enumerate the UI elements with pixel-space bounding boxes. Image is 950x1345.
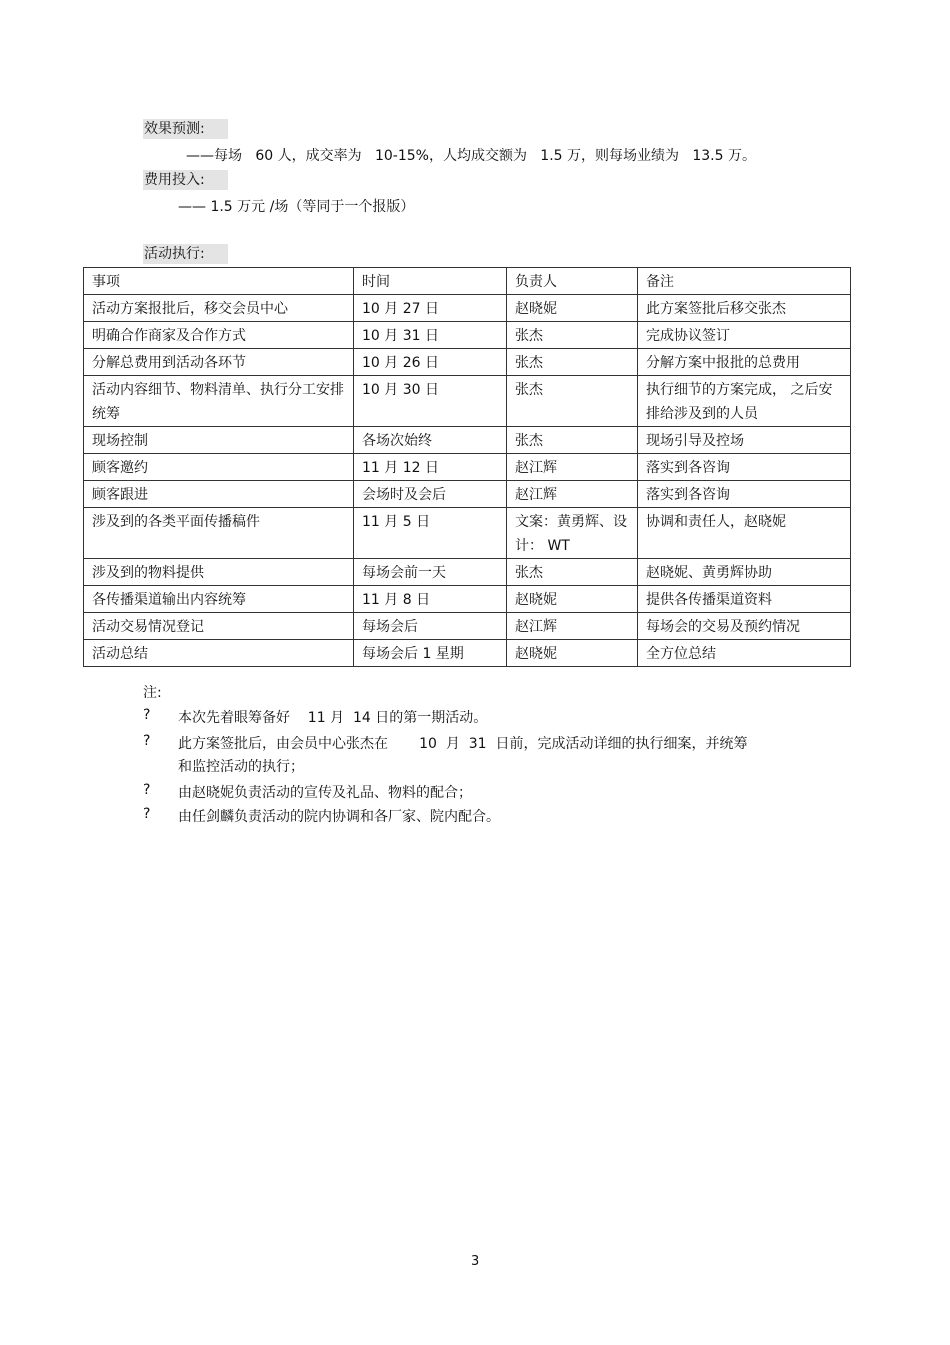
header-cell: 负责人 [507, 268, 638, 295]
table-cell: 10 月 30 日 [354, 376, 507, 427]
table-cell: 完成协议签订 [638, 322, 851, 349]
note-item: 此方案签批后，由会员中心张杰在 10 月 31 日前，完成活动详细的执行细案，并统筹 [178, 736, 748, 752]
table-cell: 活动方案报批后，移交会员中心 [84, 295, 354, 322]
table-cell: 10 月 26 日 [354, 349, 507, 376]
table-cell: 执行细节的方案完成， 之后安排给涉及到的人员 [638, 376, 851, 427]
cost-label: 费用投入: [143, 170, 228, 190]
table-cell: 分解方案中报批的总费用 [638, 349, 851, 376]
effect-text: ——每场 60 人，成交率为 10-15%，人均成交额为 1.5 万，则每场业绩为 13.5 万。 [186, 148, 756, 164]
table-cell: 赵晓妮 [507, 586, 638, 613]
table-row [84, 376, 851, 427]
table-cell: 活动总结 [84, 640, 354, 667]
table-cell: 每场会后 [354, 613, 507, 640]
table-cell: 11 月 12 日 [354, 454, 507, 481]
table-cell: 张杰 [507, 559, 638, 586]
table-cell: 顾客跟进 [84, 481, 354, 508]
note-item: 本次先着眼筹备好 11 月 14 日的第一期活动。 [178, 710, 488, 726]
table-cell: 张杰 [507, 349, 638, 376]
bullet-icon: ? [143, 806, 151, 822]
page-number: 3 [471, 1254, 480, 1269]
table-cell: 协调和责任人，赵晓妮 [638, 508, 851, 559]
table-cell: 会场时及会后 [354, 481, 507, 508]
note-item: 由赵晓妮负责活动的宣传及礼品、物料的配合； [178, 785, 472, 801]
note-item-continuation: 和监控活动的执行； [178, 759, 304, 775]
exec-label: 活动执行: [143, 244, 228, 264]
table-cell: 赵江辉 [507, 454, 638, 481]
table-cell: 赵晓妮、黄勇辉协助 [638, 559, 851, 586]
table-cell: 张杰 [507, 427, 638, 454]
table-cell: 提供各传播渠道资料 [638, 586, 851, 613]
table-row [84, 295, 851, 322]
table-cell: 各传播渠道输出内容统筹 [84, 586, 354, 613]
table-cell: 活动交易情况登记 [84, 613, 354, 640]
table-cell: 张杰 [507, 376, 638, 427]
table-cell: 10 月 27 日 [354, 295, 507, 322]
header-cell: 事项 [84, 268, 354, 295]
table-cell: 每场会的交易及预约情况 [638, 613, 851, 640]
table-cell: 每场会前一天 [354, 559, 507, 586]
table-row [84, 427, 851, 454]
table-cell: 赵晓妮 [507, 640, 638, 667]
table-header-row [84, 268, 851, 295]
bullet-icon: ? [143, 707, 151, 723]
note-item: 由任剑麟负责活动的院内协调和各厂家、院内配合。 [178, 809, 500, 825]
table-cell: 涉及到的各类平面传播稿件 [84, 508, 354, 559]
table-row [84, 322, 851, 349]
table-cell: 11 月 8 日 [354, 586, 507, 613]
table-row [84, 349, 851, 376]
notes-title: 注: [143, 685, 162, 701]
table-cell: 10 月 31 日 [354, 322, 507, 349]
table-cell: 现场控制 [84, 427, 354, 454]
table-cell: 每场会后 1 星期 [354, 640, 507, 667]
table-row [84, 481, 851, 508]
header-cell: 时间 [354, 268, 507, 295]
table-cell: 活动内容细节、物料清单、执行分工安排统筹 [84, 376, 354, 427]
effect-label: 效果预测: [143, 119, 228, 139]
table-cell: 现场引导及控场 [638, 427, 851, 454]
header-cell: 备注 [638, 268, 851, 295]
table-cell: 11 月 5 日 [354, 508, 507, 559]
table-cell: 赵江辉 [507, 613, 638, 640]
table-cell: 分解总费用到活动各环节 [84, 349, 354, 376]
table-cell: 涉及到的物料提供 [84, 559, 354, 586]
cost-text: —— 1.5 万元 /场（等同于一个报版） [178, 199, 415, 215]
table-cell: 顾客邀约 [84, 454, 354, 481]
table-row [84, 586, 851, 613]
table-row [84, 559, 851, 586]
table-cell: 张杰 [507, 322, 638, 349]
table-cell: 落实到各咨询 [638, 481, 851, 508]
bullet-icon: ? [143, 733, 151, 749]
table-cell: 各场次始终 [354, 427, 507, 454]
bullet-icon: ? [143, 782, 151, 798]
table-cell: 赵晓妮 [507, 295, 638, 322]
execution-table [83, 267, 851, 667]
table-cell: 明确合作商家及合作方式 [84, 322, 354, 349]
table-cell: 落实到各咨询 [638, 454, 851, 481]
table-row [84, 640, 851, 667]
table-cell: 赵江辉 [507, 481, 638, 508]
table-cell: 此方案签批后移交张杰 [638, 295, 851, 322]
table-row [84, 508, 851, 559]
table-cell: 全方位总结 [638, 640, 851, 667]
table-cell: 文案：黄勇辉、设计： WT [507, 508, 638, 559]
table-row [84, 454, 851, 481]
table-row [84, 613, 851, 640]
